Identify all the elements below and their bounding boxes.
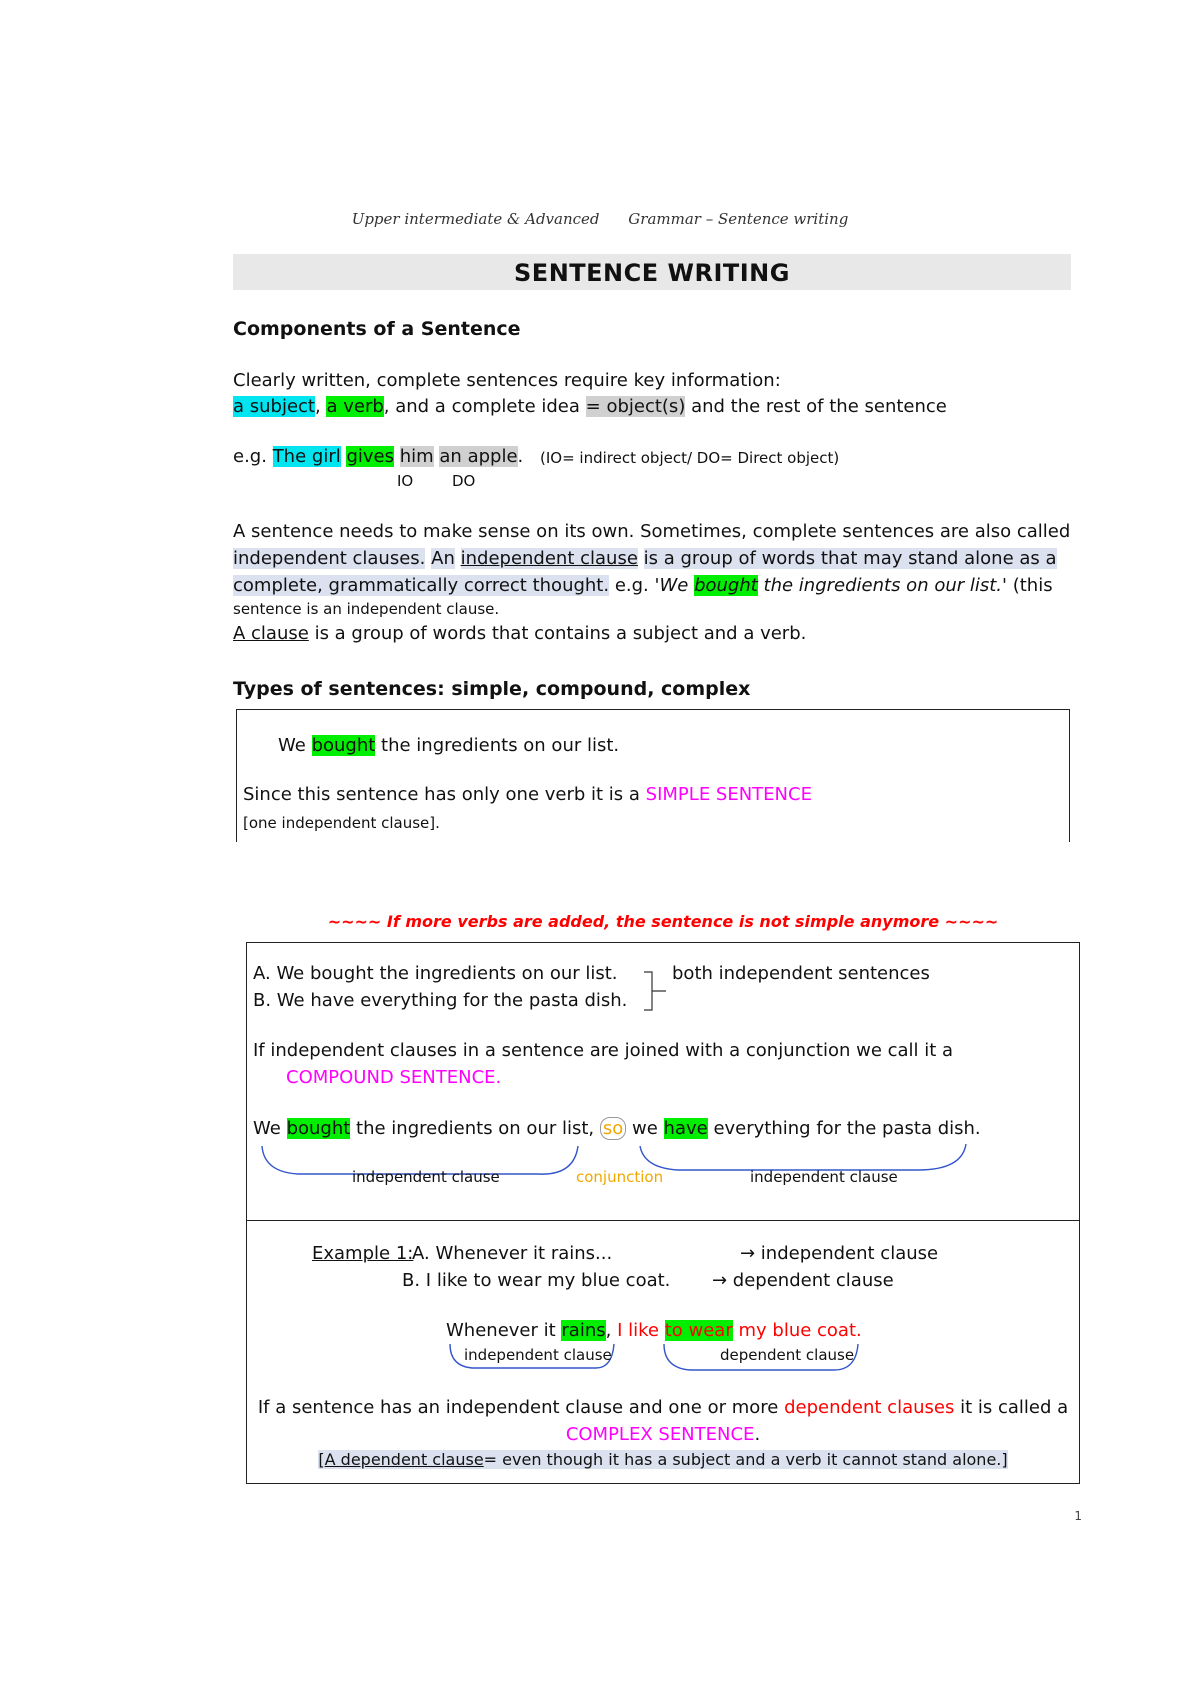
- compound-explain: If independent clauses in a sentence are joined with a conjunction we call it a: [253, 1040, 954, 1061]
- complex-brace-label-2: dependent clause: [720, 1346, 855, 1364]
- complex-explain: [246, 1397, 1080, 1418]
- paragraph-line-3: [233, 575, 1053, 596]
- eg-we: We: [659, 575, 689, 596]
- simple-rest: the ingredients on our list.: [381, 735, 620, 756]
- an-text: An: [431, 548, 455, 569]
- page-title: SENTENCE WRITING: [514, 259, 790, 287]
- do-label: DO: [452, 472, 476, 490]
- bracket-icon: [640, 970, 670, 1012]
- definition-text: is a group of words that may stand alone as a: [643, 548, 1057, 569]
- example-1-label: Example 1:: [312, 1243, 414, 1264]
- components-line: [233, 396, 947, 417]
- complex-example: [446, 1320, 862, 1341]
- transition-banner: ~~~~ If more verbs are added, the sentence is not simple anymore ~~~~: [327, 912, 999, 931]
- brace-label-conjunction: conjunction: [576, 1168, 664, 1186]
- clause-term: A clause: [233, 623, 309, 644]
- and-complete-text: , and a complete idea: [383, 396, 580, 417]
- comma: ,: [315, 396, 321, 417]
- paragraph-line-2: [233, 548, 1057, 569]
- conjunction-so: so: [600, 1117, 626, 1140]
- complex-verb-1: rains: [561, 1320, 606, 1341]
- compound-end: everything for the pasta dish.: [713, 1118, 981, 1139]
- complex-b: B. I like to wear my blue coat.: [402, 1270, 671, 1291]
- complex-label-line: [246, 1424, 1080, 1445]
- def-open: [: [318, 1450, 325, 1469]
- subject-highlight: a subject: [233, 396, 315, 417]
- brace-label-independent-1: independent clause: [352, 1168, 500, 1186]
- compound-mid: the ingredients on our list,: [356, 1118, 595, 1139]
- eg-rest: the ingredients on our list.: [763, 575, 1003, 596]
- compound-we-2: we: [632, 1118, 658, 1139]
- eg-direct-object: an apple: [439, 446, 518, 467]
- example-line: [233, 446, 523, 467]
- io-label: IO: [397, 472, 414, 490]
- complex-verb-2: to wear: [664, 1320, 733, 1341]
- definition-end: complete, grammatically correct thought.: [233, 575, 610, 596]
- simple-verb: bought: [311, 735, 376, 756]
- complex-sentence-label: COMPLEX SENTENCE: [565, 1424, 755, 1445]
- clause-definition: [233, 623, 806, 644]
- eg-verb: gives: [346, 446, 394, 467]
- compound-verb-2: have: [663, 1118, 708, 1139]
- def-text: = even though it has a subject and a verb it cannot stand alone.]: [483, 1450, 1008, 1469]
- rest-text: and the rest of the sentence: [691, 396, 947, 417]
- compound-sentence-label: COMPOUND SENTENCE.: [286, 1067, 502, 1088]
- complex-a-arrow: → independent clause: [740, 1243, 939, 1264]
- box-divider: [246, 1220, 1080, 1221]
- object-highlight: = object(s): [585, 396, 686, 417]
- eg-subject: The girl: [272, 446, 341, 467]
- simple-example: [278, 735, 619, 756]
- complex-explain-b: it is called a: [960, 1397, 1069, 1418]
- intro-text: Clearly written, complete sentences require key information:: [233, 370, 781, 391]
- eg-indirect-object: him: [399, 446, 434, 467]
- eg-bought-verb: bought: [694, 575, 758, 596]
- complex-explain-a: If a sentence has an independent clause and one or more: [257, 1397, 779, 1418]
- header-left: Upper intermediate & Advanced: [351, 210, 600, 228]
- complex-a: A. Whenever it rains...: [412, 1243, 613, 1264]
- complex-label-period: .: [754, 1424, 761, 1445]
- paragraph-line-4: sentence is an independent clause.: [233, 600, 500, 618]
- eg-this: ' (this: [1002, 575, 1053, 596]
- simple-explanation: [243, 784, 812, 805]
- compound-b: B. We have everything for the pasta dish.: [253, 990, 628, 1011]
- independent-clause-term: independent clause: [460, 548, 638, 569]
- both-independent-note: both independent sentences: [672, 963, 930, 984]
- compound-we: We: [253, 1118, 281, 1139]
- verb-highlight: a verb: [326, 396, 384, 417]
- complex-brace-label-1: independent clause: [464, 1346, 612, 1364]
- simple-note: [one independent clause].: [243, 814, 440, 832]
- dependent-definition: [246, 1450, 1080, 1469]
- independent-clauses-text: independent clauses.: [233, 548, 426, 569]
- dependent-clauses-term: dependent clauses: [784, 1397, 955, 1418]
- complex-blue-coat: my blue coat.: [738, 1320, 862, 1341]
- complex-whenever: Whenever it: [446, 1320, 556, 1341]
- simple-sentence-label: SIMPLE SENTENCE: [645, 784, 812, 805]
- page-number: 1: [1074, 1509, 1082, 1523]
- simple-explain-text: Since this sentence has only one verb it is a: [243, 784, 640, 805]
- eg-period: .: [517, 446, 524, 467]
- clause-definition-text: is a group of words that contains a subject and a verb.: [314, 623, 807, 644]
- brace-label-independent-2: independent clause: [750, 1168, 898, 1186]
- paragraph-line-1: A sentence needs to make sense on its own. Sometimes, complete sentences are also called: [233, 521, 1071, 542]
- compound-verb-1: bought: [286, 1118, 351, 1139]
- dependent-clause-term: A dependent clause: [324, 1450, 484, 1469]
- types-heading: Types of sentences: simple, compound, complex: [233, 678, 751, 700]
- eg-label: e.g.: [233, 446, 267, 467]
- components-heading: Components of a Sentence: [233, 318, 521, 340]
- eg-quote-open: e.g. ': [614, 575, 660, 596]
- header-right: Grammar – Sentence writing: [628, 210, 849, 228]
- running-header: [0, 210, 1200, 228]
- complex-b-arrow: → dependent clause: [712, 1270, 894, 1291]
- object-note: (IO= indirect object/ DO= Direct object): [540, 449, 840, 467]
- complex-i-like: I like: [617, 1320, 659, 1341]
- simple-we: We: [278, 735, 306, 756]
- compound-example: [253, 1118, 981, 1139]
- compound-a: A. We bought the ingredients on our list.: [253, 963, 618, 984]
- complex-comma: ,: [605, 1320, 612, 1341]
- brace-right-icon: [640, 1144, 966, 1170]
